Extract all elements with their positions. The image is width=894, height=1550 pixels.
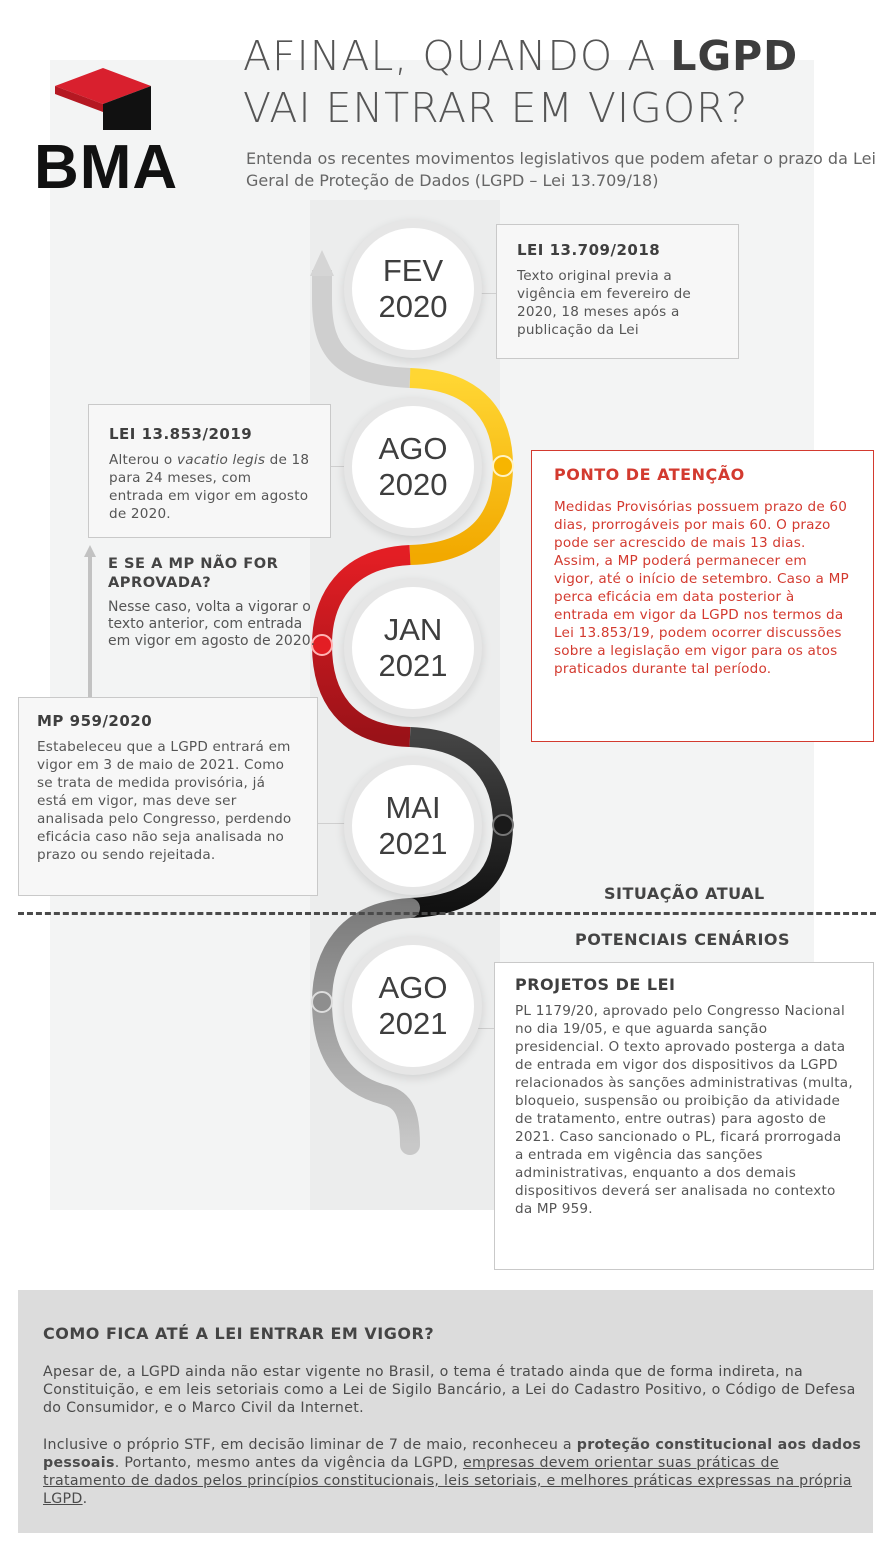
bottom-paragraph-2	[43, 1436, 863, 1508]
node-month: AGO	[378, 970, 448, 1005]
card-ponto-de-atencao	[531, 450, 874, 742]
label-potenciais-cenarios: POTENCIAIS CENÁRIOS	[575, 930, 791, 949]
timeline-node-mai-2021	[352, 765, 474, 887]
title-line1: AFINAL, QUANDO A	[243, 32, 671, 80]
card-projetos-de-lei	[494, 962, 874, 1270]
card-lei-13853	[88, 404, 331, 538]
timeline-node-jan-2021	[352, 587, 474, 709]
timeline-node-ago-2021	[352, 945, 474, 1067]
title-line2: VAI ENTRAR EM VIGOR?	[243, 84, 749, 132]
node-year: 2021	[378, 1006, 448, 1041]
p2-part: . Portanto, mesmo antes da vigência da LGPD,	[114, 1455, 463, 1471]
node-month: AGO	[378, 431, 448, 466]
connector-line	[478, 293, 496, 294]
card-body: PL 1179/20, aprovado pelo Congresso Nacional no dia 19/05, e que aguarda sanção presidencial. O texto aprovado posterga a data de entrada em vigor dos dispositivos da LGPD relacionados às sanções administrativas (multa, bloqueio, suspensão ou proibição da atividade de tratamento, entre outras) para agosto de 2021. Caso sancionado o PL, ficará prorrogada a entrada em vigência das sanções administrativas, enquanto a dos demais dispositivos deverá ser analisada no contexto da MP 959.	[515, 1003, 853, 1217]
p2-underline: empresas devem orientar suas práticas de tratamento de dados pelos princípios constitucionais, leis setoriais, e melhores práticas expressas na própria LGPD	[43, 1455, 852, 1507]
node-year: 2021	[378, 648, 448, 683]
card-mp-959	[18, 697, 318, 896]
timeline-node-fev-2020	[352, 228, 474, 350]
card-lei-13709	[496, 224, 739, 359]
card-title: LEI 13.709/2018	[517, 241, 661, 259]
body-part: de 18 para 24 meses, com entrada em vigor em agosto de 2020.	[109, 452, 310, 522]
mp-question	[108, 554, 318, 650]
title-bold: LGPD	[670, 32, 799, 80]
connector-line	[330, 466, 348, 467]
card-body	[109, 451, 310, 523]
connector-line	[318, 823, 348, 824]
timeline-node-ago-2020	[352, 406, 474, 528]
divider-dashed	[18, 912, 876, 915]
card-title: MP 959/2020	[37, 712, 153, 730]
node-month: JAN	[383, 612, 443, 647]
card-title: PONTO DE ATENÇÃO	[554, 465, 745, 484]
card-title: PROJETOS DE LEI	[515, 975, 676, 994]
node-month: MAI	[385, 790, 441, 825]
bma-logo-text: BMA	[34, 133, 179, 202]
p2-part: Inclusive o próprio STF, em decisão liminar de 7 de maio, reconheceu a	[43, 1437, 577, 1453]
card-body: Medidas Provisórias possuem prazo de 60 dias, prorrogáveis por mais 60. O prazo pode ser acrescido de mais 13 dias. Assim, a MP poderá permanecer em vigor, até o início de setembro. Caso a MP perca eficácia em data posterior à entrada em vigor da LGPD nos termos da Lei 13.853/19, podem ocorrer discussões sobre a legislação em vigor para os atos praticados durante tal período.	[554, 499, 849, 677]
card-body: Texto original previa a vigência em fevereiro de 2020, 18 meses após a publicação da Lei	[517, 268, 691, 338]
bottom-section	[18, 1290, 873, 1533]
bottom-paragraph-1: Apesar de, a LGPD ainda não estar vigente no Brasil, o tema é tratado ainda que de forma indireta, na Constituição, e em leis setoriais como a Lei de Sigilo Bancário, a Lei do Cadastro Positivo, o Código de Defesa do Consumidor, e o Marco Civil da Internet.	[43, 1364, 856, 1416]
node-year: 2020	[378, 289, 448, 324]
p2-bold: proteção constitucional aos dados pessoais	[43, 1437, 862, 1471]
node-month: FEV	[382, 253, 444, 288]
question-body: Nesse caso, volta a vigorar o texto anterior, com entrada em vigor em agosto de 2020.	[108, 599, 316, 649]
bottom-title: COMO FICA ATÉ A LEI ENTRAR EM VIGOR?	[43, 1324, 435, 1343]
node-year: 2021	[378, 826, 448, 861]
body-italic: vacatio legis	[176, 452, 266, 468]
label-situacao-atual: SITUAÇÃO ATUAL	[604, 884, 765, 903]
question-title: E SE A MP NÃO FOR APROVADA?	[108, 555, 279, 591]
card-title: LEI 13.853/2019	[109, 425, 253, 443]
node-year: 2020	[378, 467, 448, 502]
arrow-up-icon	[82, 545, 98, 697]
body-part: Alterou o	[109, 452, 177, 468]
card-body: Estabeleceu que a LGPD entrará em vigor em 3 de maio de 2021. Como se trata de medida provisória, já está em vigor, mas deve ser analisada pelo Congresso, perdendo eficácia caso não seja analisada no prazo ou sendo rejeitada.	[37, 739, 292, 863]
p2-part: .	[82, 1491, 88, 1507]
page-subtitle: Entenda os recentes movimentos legislativos que podem afetar o prazo da Lei Geral de Proteção de Dados (LGPD – Lei 13.709/18)	[246, 149, 876, 190]
